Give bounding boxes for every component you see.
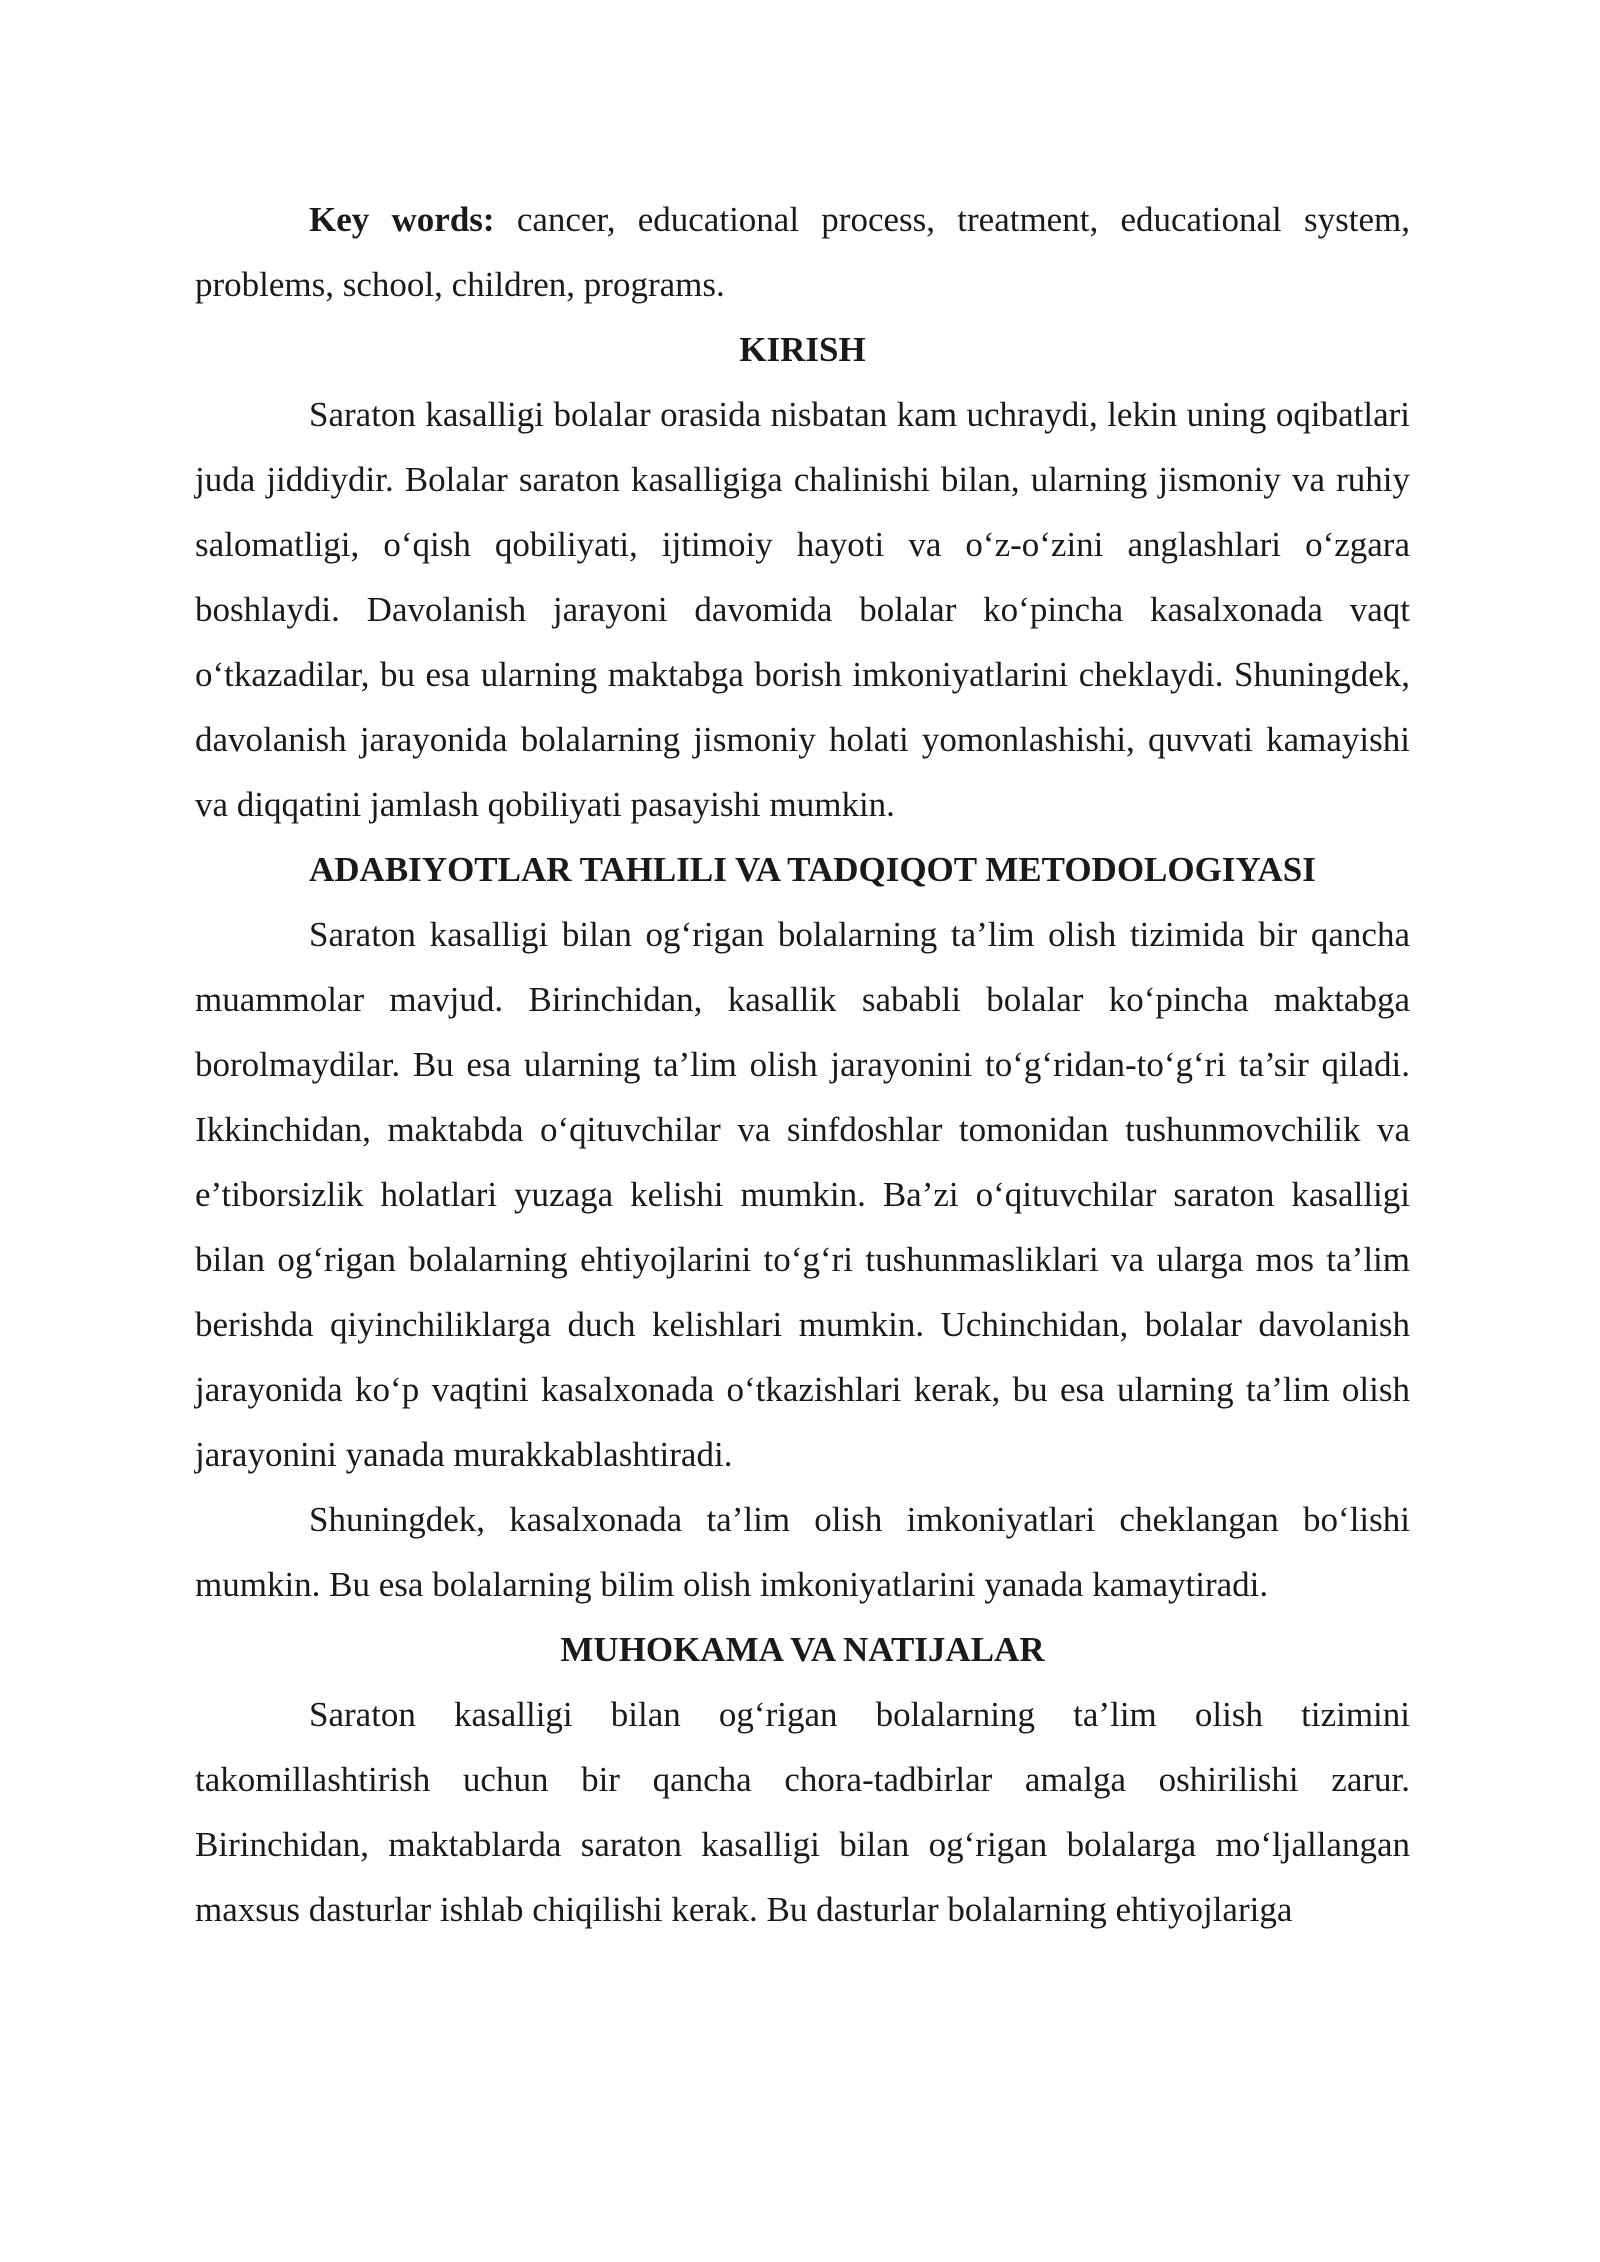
keywords-label: Key words: [309,200,495,239]
section-heading-literature: ADABIYOTLAR TAHLILI VA TADQIQOT METODOLOGIYASI [309,850,1316,889]
section-heading-kirish: KIRISH [739,330,866,369]
body-paragraph: Saraton kasalligi bolalar orasida nisbatan kam uchraydi, lekin uning oqibatlari juda jiddiydir. Bolalar saraton kasalligiga chalinishi bilan, ularning jismoniy va ruhiy salomatligi, o‘qish qobiliyati, ijtimoiy hayoti va o‘z-o‘zini anglashlari o‘zgara boshlaydi. Davolanish jarayoni davomida bolalar ko‘pincha kasalxonada vaqt o‘tkazadilar, bu esa ularning maktabga borish imkoniyatlarini cheklaydi. Shuningdek, davolanish jarayonida bolalarning jismoniy holati yomonlashishi, quvvati kamayishi va diqqatini jamlash qobiliyati pasayishi mumkin. [195,395,1410,824]
keywords-text: cancer, educational process, treatment, educational system, problems, school, children, programs. [195,200,1410,304]
body-paragraph: Saraton kasalligi bilan og‘rigan bolalarning ta’lim olish tizimini takomillashtirish uchun bir qancha chora-tadbirlar amalga oshirilishi zarur. Birinchidan, maktablarda saraton kasalligi bilan og‘rigan bolalarga mo‘ljallangan maxsus dasturlar ishlab chiqilishi kerak. Bu dasturlar bolalarning ehtiyojlariga [195,1695,1410,1929]
document-page [195,187,1410,1942]
body-paragraph: Shuningdek, kasalxonada ta’lim olish imkoniyatlari cheklangan bo‘lishi mumkin. Bu esa bolalarning bilim olish imkoniyatlarini yanada kamaytiradi. [195,1500,1410,1604]
body-paragraph: Saraton kasalligi bilan og‘rigan bolalarning ta’lim olish tizimida bir qancha muammolar mavjud. Birinchidan, kasallik sababli bolalar ko‘pincha maktabga borolmaydilar. Bu esa ularning ta’lim olish jarayonini to‘g‘ridan-to‘g‘ri ta’sir qiladi. Ikkinchidan, maktabda o‘qituvchilar va sinfdoshlar tomonidan tushunmovchilik va e’tiborsizlik holatlari yuzaga kelishi mumkin. Ba’zi o‘qituvchilar saraton kasalligi bilan og‘rigan bolalarning ehtiyojlarini to‘g‘ri tushunmasliklari va ularga mos ta’lim berishda qiyinchiliklarga duch kelishlari mumkin. Uchinchidan, bolalar davolanish jarayonida ko‘p vaqtini kasalxonada o‘tkazishlari kerak, bu esa ularning ta’lim olish jarayonini yanada murakkablashtiradi. [195,915,1410,1474]
keywords-paragraph [195,187,1410,317]
section-heading-discussion: MUHOKAMA VA NATIJALAR [560,1630,1045,1669]
